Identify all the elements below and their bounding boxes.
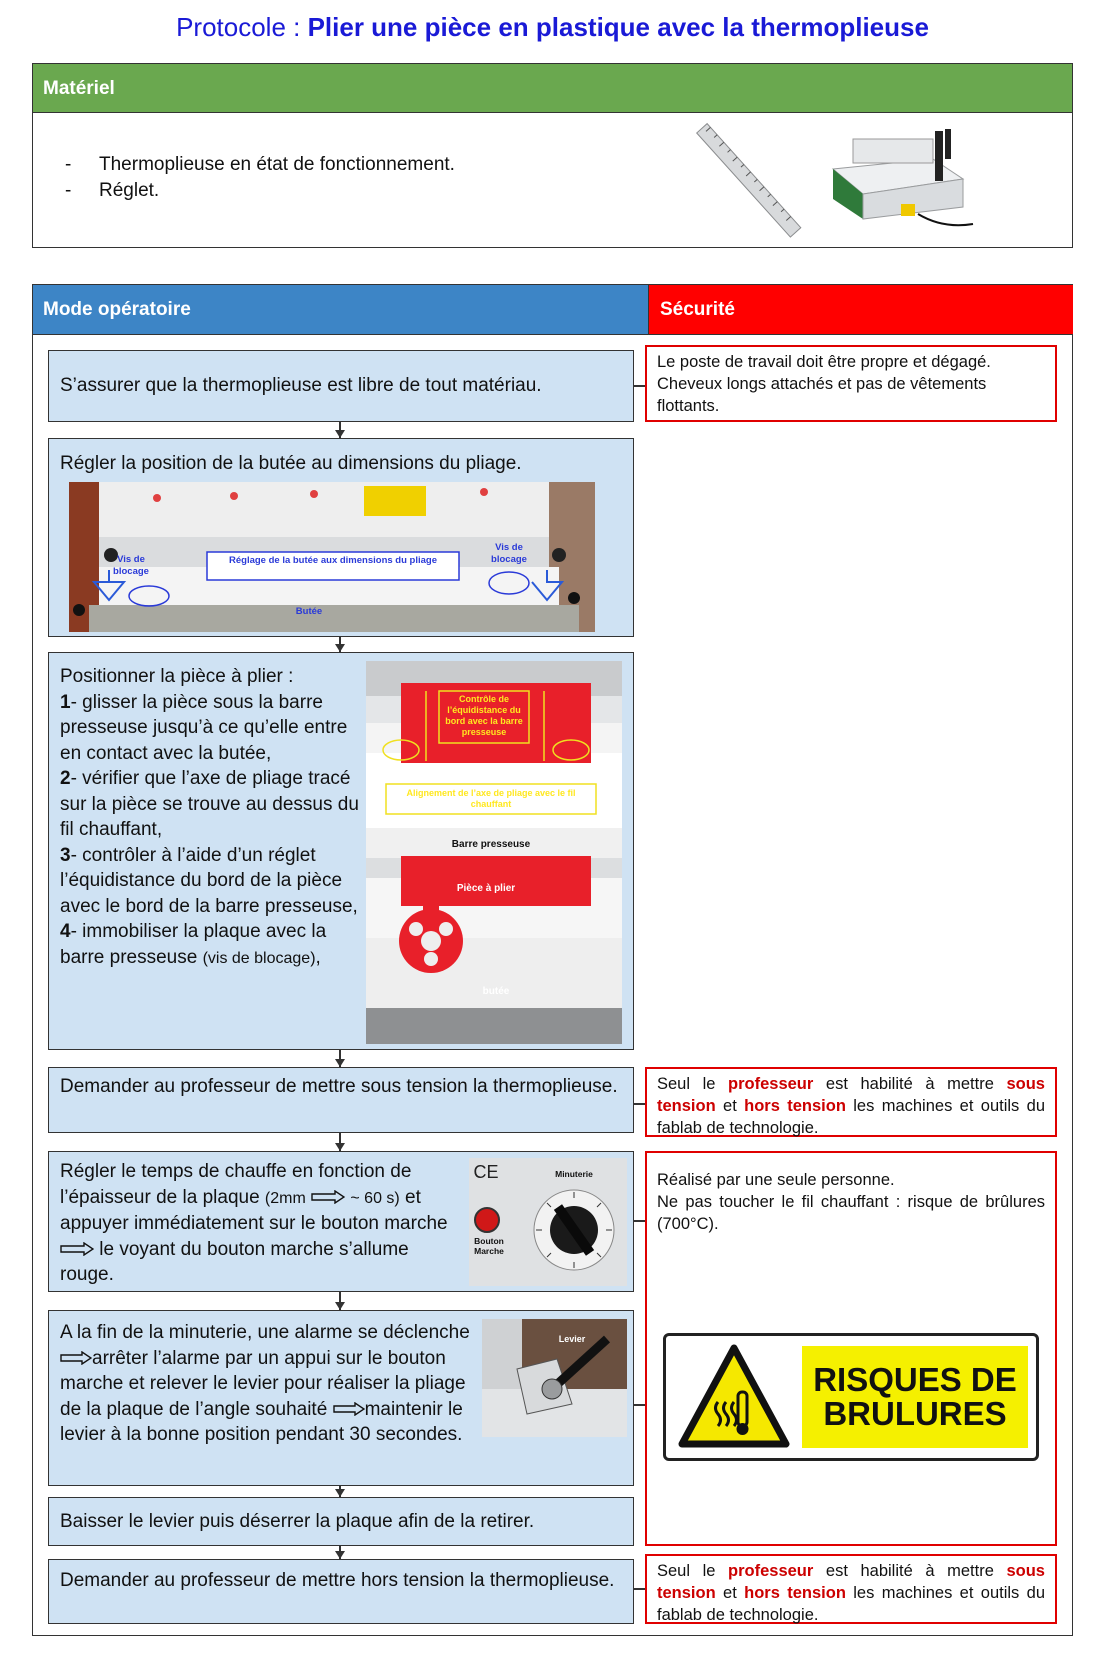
securite-box-1 [645, 345, 1057, 422]
securite-text: Seul le [657, 1075, 729, 1093]
securite-text: et [715, 1097, 745, 1115]
reglage-label: Réglage de la butée aux dimensions du pliage [229, 555, 437, 566]
step-2-text: Régler la position de la butée au dimensions du pliage. [60, 453, 522, 474]
step-3-item-text: - glisser la pièce sous la barre presseuse jusqu’à ce qu’elle entre en contact avec la butée, [60, 691, 348, 764]
arrow-right-icon [311, 1190, 345, 1204]
securite-box-4 [645, 1554, 1057, 1624]
securite-text: est habilité à mettre [813, 1562, 1007, 1580]
step-3 [48, 652, 634, 1050]
securite-text: est habilité à mettre [813, 1075, 1007, 1093]
securite-text: Seul le [657, 1562, 729, 1580]
securite-text: Ne pas toucher le fil chauffant : risque de brûlures (700°C). [657, 1193, 1045, 1233]
butee-photo [69, 482, 595, 632]
step-6-text: A la fin de la minuterie, une alarme se déclenche [60, 1322, 470, 1343]
step-3-item-3 [60, 843, 363, 920]
butee-label: butée [482, 986, 510, 997]
step-3-item-2 [60, 766, 363, 843]
step-4 [48, 1067, 634, 1133]
step-5-text: le voyant du bouton marche s’allume rouge. [60, 1238, 409, 1285]
step-8-text: Demander au professeur de mettre hors tension la thermoplieuse. [60, 1570, 615, 1591]
risques-brulures-sign [663, 1333, 1039, 1461]
securite-emphasis: sous tension [657, 1562, 1045, 1602]
link-line [634, 1103, 645, 1105]
securite-emphasis: hors tension [744, 1097, 846, 1115]
hot-surface-warning-icon [678, 1344, 790, 1450]
step-5-note: (2mm [264, 1189, 306, 1207]
step-5-note: ~ 60 s) [350, 1189, 400, 1207]
page-title [0, 12, 1105, 43]
positionnement-photo [366, 661, 622, 1044]
securite-emphasis: hors tension [744, 1584, 846, 1602]
step-7-text: Baisser le levier puis déserrer la plaque afin de la retirer. [60, 1511, 535, 1532]
sign-panel [802, 1346, 1028, 1448]
bouton-marche-label: Bouton Marche [474, 1236, 504, 1256]
step-3-item-text: - contrôler à l’aide d’un réglet l’équidistance du bord de la pièce avec le bord de la barre presseuse, [60, 844, 358, 917]
title-main: Plier une pièce en plastique avec la thermoplieuse [307, 12, 929, 42]
securite-heading: Sécurité [649, 285, 1073, 335]
minuterie-photo [469, 1158, 627, 1286]
securite-box-3 [645, 1151, 1057, 1546]
step-number: 2 [60, 768, 71, 789]
step-6-text: maintenir le levier à la bonne position pendant 30 secondes. [60, 1398, 463, 1445]
link-line [634, 385, 645, 387]
piece-label: Pièce à plier [456, 883, 516, 894]
butee-label: Butée [295, 606, 323, 617]
mode-operatoire-heading: Mode opératoire [33, 285, 649, 335]
sign-text: RISQUES DE BRULURES [813, 1361, 1017, 1432]
step-5-text: Régler le temps de chauffe en fonction de l’épaisseur de la plaque [60, 1161, 412, 1208]
arrow-right-icon [60, 1242, 94, 1256]
levier-label: Levier [558, 1334, 586, 1344]
title-prefix: Protocole : [176, 12, 308, 42]
materiel-item: - Réglet. [63, 178, 455, 204]
step-3-intro: Positionner la pièce à plier : [60, 666, 294, 687]
thermoplieuse-image [823, 119, 978, 234]
arrow-down-icon [335, 430, 345, 438]
securite-text: les machines et outils du fablab de technologie. [657, 1584, 1046, 1624]
step-3-item-text: - vérifier que l’axe de pliage tracé sur la pièce se trouve au dessus du fil chauffant, [60, 768, 359, 840]
arrow-down-icon [335, 644, 345, 652]
vis-blocage-label: Vis de blocage [113, 554, 149, 577]
securite-text: et [715, 1584, 745, 1602]
arrow-right-icon [333, 1402, 365, 1416]
materiel-section [32, 63, 1073, 248]
arrow-down-icon [335, 1143, 345, 1151]
step-8 [48, 1559, 634, 1624]
materiel-heading: Matériel [33, 64, 1072, 113]
step-5-text: et appuyer immédiatement sur le bouton marche [60, 1186, 448, 1234]
step-1-text: S’assurer que la thermoplieuse est libre de tout matériau. [60, 375, 542, 396]
controle-label: Contrôle de l’équidistance du bord avec la barre presseuse [445, 694, 523, 737]
step-5 [48, 1151, 634, 1292]
arrow-down-icon [335, 1551, 345, 1559]
securite-emphasis: sous tension [657, 1075, 1045, 1115]
materiel-item: - Thermoplieuse en état de fonctionnement. [63, 152, 455, 178]
vis-blocage-label: Vis de blocage [491, 542, 527, 565]
step-3-item-end: , [315, 946, 321, 968]
levier-photo [482, 1319, 627, 1437]
step-4-text: Demander au professeur de mettre sous tension la thermoplieuse. [60, 1076, 618, 1097]
step-6-text: arrêter l’alarme par un appui sur le bouton marche et relever le levier pour réaliser la pliage de la plaque de l’angle souhaité [60, 1347, 466, 1420]
step-6 [48, 1310, 634, 1486]
step-3-item-1 [60, 690, 363, 767]
link-line [634, 1588, 645, 1590]
link-line [634, 1220, 645, 1222]
ruler-image [673, 119, 823, 244]
link-line [634, 1404, 645, 1406]
materiel-list [63, 152, 455, 204]
step-1 [48, 350, 634, 422]
step-number: 3 [60, 844, 71, 866]
step-3-item-text: - immobiliser la plaque avec la barre presseuse [60, 921, 327, 968]
securite-emphasis: professeur [728, 1562, 814, 1580]
securite-emphasis: professeur [728, 1075, 814, 1093]
arrow-down-icon [335, 1059, 345, 1067]
step-number: 1 [60, 691, 71, 713]
step-3-item-note: (vis de blocage) [202, 949, 316, 967]
arrow-down-icon [335, 1302, 345, 1310]
minuterie-label: Minuterie [555, 1169, 593, 1179]
securite-text: Le poste de travail doit être propre et dégagé. Cheveux longs attachés et pas de vêtements flottants. [657, 353, 991, 415]
ce-mark: CE [473, 1162, 499, 1182]
securite-box-2 [645, 1067, 1057, 1137]
alignement-label: Alignement de l’axe de pliage avec le fil chauffant [406, 788, 576, 809]
arrow-right-icon [60, 1351, 92, 1365]
step-3-item-4 [60, 919, 363, 971]
step-2 [48, 438, 634, 637]
step-number: 4 [60, 921, 71, 942]
step-7 [48, 1497, 634, 1546]
barre-presseuse-label: Barre presseuse [451, 839, 531, 850]
arrow-down-icon [335, 1489, 345, 1497]
securite-text: Réalisé par une seule personne. [657, 1171, 895, 1189]
securite-text: les machines et outils du fablab de technologie. [657, 1097, 1046, 1137]
